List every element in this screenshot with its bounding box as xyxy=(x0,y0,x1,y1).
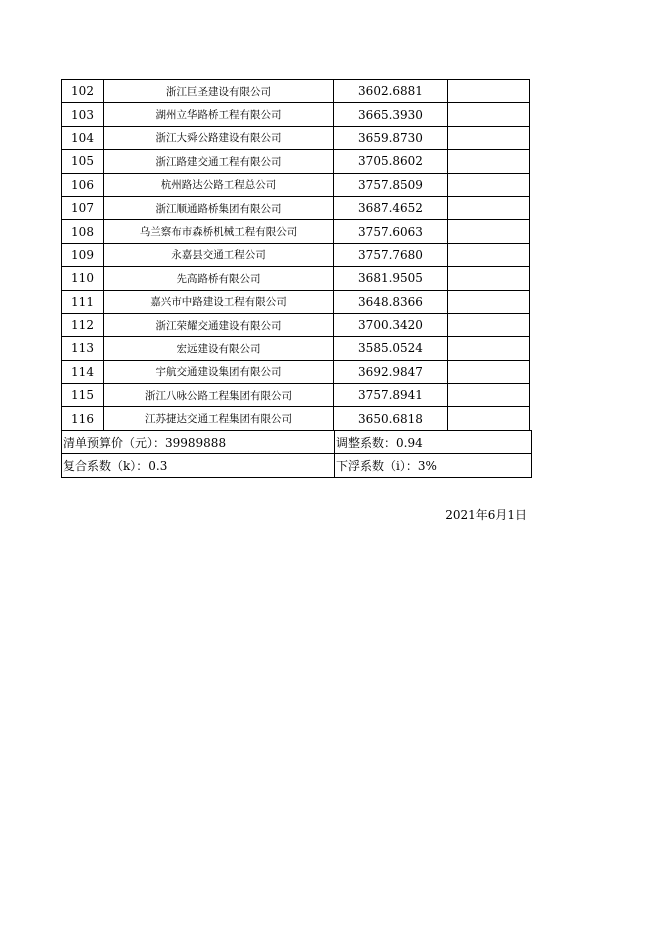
bid-value: 3681.9505 xyxy=(334,267,448,290)
empty-cell xyxy=(448,80,530,103)
bid-value: 3659.8730 xyxy=(334,126,448,149)
table-row xyxy=(62,337,530,360)
adjustment-coefficient: 调整系数：0.94 xyxy=(335,430,532,453)
company-name: 宏远建设有限公司 xyxy=(104,337,334,360)
empty-cell xyxy=(448,220,530,243)
row-number: 111 xyxy=(62,290,104,313)
table-row xyxy=(62,267,530,290)
table-row xyxy=(62,103,530,126)
row-number: 102 xyxy=(62,80,104,103)
bid-value: 3692.9847 xyxy=(334,360,448,383)
empty-cell xyxy=(448,313,530,336)
company-name: 浙江路建交通工程有限公司 xyxy=(104,150,334,173)
row-number: 104 xyxy=(62,126,104,149)
table-row xyxy=(62,290,530,313)
company-name: 浙江荣耀交通建设有限公司 xyxy=(104,313,334,336)
bid-value: 3648.8366 xyxy=(334,290,448,313)
company-name: 宇航交通建设集团有限公司 xyxy=(104,360,334,383)
table-row xyxy=(62,80,530,103)
table-row xyxy=(62,243,530,266)
row-number: 114 xyxy=(62,360,104,383)
table-row xyxy=(62,313,530,336)
table-row xyxy=(62,360,530,383)
row-number: 113 xyxy=(62,337,104,360)
row-number: 105 xyxy=(62,150,104,173)
bid-value: 3700.3420 xyxy=(334,313,448,336)
company-name: 浙江大舜公路建设有限公司 xyxy=(104,126,334,149)
bid-table-sheet xyxy=(61,79,532,478)
row-number: 108 xyxy=(62,220,104,243)
bid-value: 3705.8602 xyxy=(334,150,448,173)
composite-coefficient: 复合系数（k）：0.3 xyxy=(62,454,335,477)
bid-value: 3757.8509 xyxy=(334,173,448,196)
empty-cell xyxy=(448,360,530,383)
empty-cell xyxy=(448,407,530,430)
company-name: 嘉兴市中路建设工程有限公司 xyxy=(104,290,334,313)
summary-row xyxy=(62,430,532,453)
summary-table xyxy=(61,430,532,478)
empty-cell xyxy=(448,173,530,196)
company-name: 杭州路达公路工程总公司 xyxy=(104,173,334,196)
company-name: 浙江八咏公路工程集团有限公司 xyxy=(104,384,334,407)
bid-value: 3602.6881 xyxy=(334,80,448,103)
float-coefficient: 下浮系数（i）：3% xyxy=(335,454,532,477)
empty-cell xyxy=(448,337,530,360)
empty-cell xyxy=(448,290,530,313)
table-row xyxy=(62,220,530,243)
bid-value: 3757.7680 xyxy=(334,243,448,266)
bid-table xyxy=(61,79,530,431)
table-row xyxy=(62,150,530,173)
table-row xyxy=(62,196,530,219)
company-name: 江苏捷达交通工程集团有限公司 xyxy=(104,407,334,430)
bid-value: 3585.0524 xyxy=(334,337,448,360)
company-name: 浙江巨圣建设有限公司 xyxy=(104,80,334,103)
budget-price: 清单预算价（元）：39989888 xyxy=(62,430,335,453)
document-date: 2021年6月1日 xyxy=(445,508,527,522)
bid-value: 3687.4652 xyxy=(334,196,448,219)
summary-row xyxy=(62,454,532,477)
row-number: 109 xyxy=(62,243,104,266)
table-row xyxy=(62,384,530,407)
company-name: 永嘉县交通工程公司 xyxy=(104,243,334,266)
row-number: 116 xyxy=(62,407,104,430)
row-number: 107 xyxy=(62,196,104,219)
table-row xyxy=(62,126,530,149)
row-number: 103 xyxy=(62,103,104,126)
bid-value: 3757.6063 xyxy=(334,220,448,243)
empty-cell xyxy=(448,150,530,173)
company-name: 浙江顺通路桥集团有限公司 xyxy=(104,196,334,219)
row-number: 106 xyxy=(62,173,104,196)
empty-cell xyxy=(448,196,530,219)
row-number: 112 xyxy=(62,313,104,336)
bid-value: 3665.3930 xyxy=(334,103,448,126)
company-name: 湖州立华路桥工程有限公司 xyxy=(104,103,334,126)
table-row xyxy=(62,173,530,196)
company-name: 乌兰察布市森桥机械工程有限公司 xyxy=(104,220,334,243)
empty-cell xyxy=(448,243,530,266)
table-row xyxy=(62,407,530,430)
empty-cell xyxy=(448,103,530,126)
row-number: 110 xyxy=(62,267,104,290)
empty-cell xyxy=(448,384,530,407)
bid-value: 3650.6818 xyxy=(334,407,448,430)
company-name: 先高路桥有限公司 xyxy=(104,267,334,290)
empty-cell xyxy=(448,267,530,290)
row-number: 115 xyxy=(62,384,104,407)
bid-value: 3757.8941 xyxy=(334,384,448,407)
empty-cell xyxy=(448,126,530,149)
